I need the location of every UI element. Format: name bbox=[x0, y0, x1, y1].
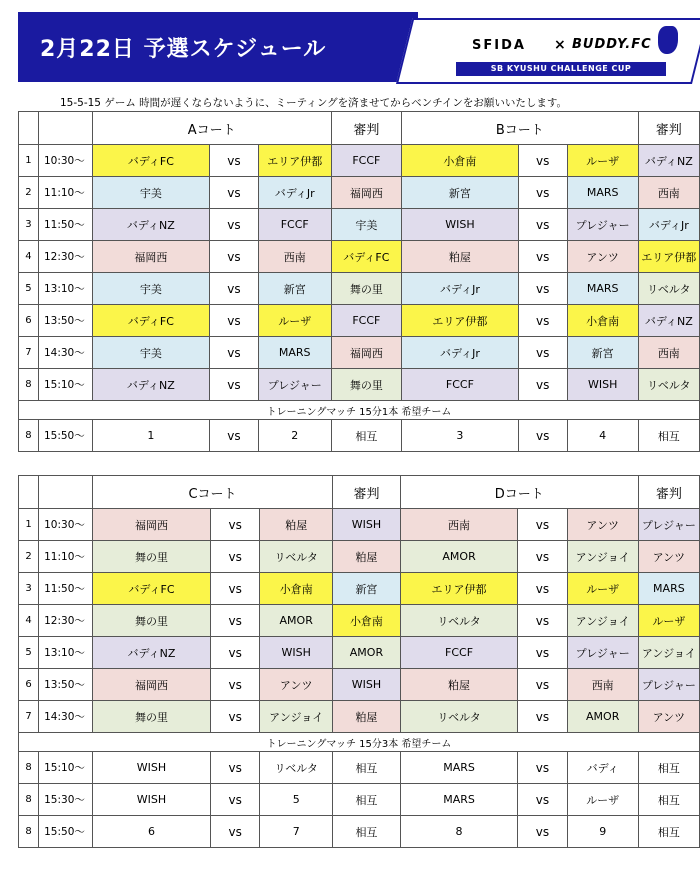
referee-team: バディNZ bbox=[638, 305, 699, 337]
home-team: 1 bbox=[92, 420, 209, 452]
referee-team: バディNZ bbox=[638, 145, 699, 177]
match-number: 3 bbox=[19, 573, 39, 605]
schedule-note: 15-5-15 ゲーム 時間が遅くならないように、ミーティングを済ませてからベンチインをお願いいたします。 bbox=[60, 97, 568, 109]
vs-label: vs bbox=[211, 605, 260, 637]
match-number: 8 bbox=[19, 816, 39, 848]
away-team: ルーザ bbox=[258, 305, 331, 337]
vs-label: vs bbox=[211, 541, 260, 573]
vs-label: vs bbox=[518, 241, 567, 273]
home-team: バディNZ bbox=[92, 209, 209, 241]
home-team: 舞の里 bbox=[92, 701, 210, 733]
away-team: AMOR bbox=[567, 701, 638, 733]
home-team: 西南 bbox=[400, 509, 517, 541]
match-time: 12:30～ bbox=[38, 241, 92, 273]
away-team: MARS bbox=[567, 177, 638, 209]
collab-x: × bbox=[554, 37, 566, 53]
home-team: バディNZ bbox=[92, 369, 209, 401]
home-team: 福岡西 bbox=[92, 669, 210, 701]
match-row bbox=[19, 145, 700, 177]
match-row bbox=[19, 337, 700, 369]
away-team: 新宮 bbox=[258, 273, 331, 305]
vs-label: vs bbox=[209, 305, 258, 337]
vs-label: vs bbox=[209, 145, 258, 177]
home-team: リベルタ bbox=[400, 701, 517, 733]
vs-label: vs bbox=[518, 177, 567, 209]
referee-team: アンジョイ bbox=[638, 637, 699, 669]
referee-team: リベルタ bbox=[638, 273, 699, 305]
away-team: リベルタ bbox=[260, 752, 333, 784]
match-time: 15:50～ bbox=[39, 816, 93, 848]
home-team: 宇美 bbox=[92, 177, 209, 209]
referee-team: 相互 bbox=[638, 816, 699, 848]
match-time: 13:10～ bbox=[39, 637, 93, 669]
referee-team: 相互 bbox=[638, 752, 699, 784]
referee-team: エリア伊都 bbox=[638, 241, 699, 273]
referee-team: FCCF bbox=[331, 145, 402, 177]
match-row bbox=[19, 509, 700, 541]
home-team: AMOR bbox=[400, 541, 517, 573]
match-time: 13:50～ bbox=[39, 669, 93, 701]
match-number: 8 bbox=[19, 369, 39, 401]
away-team: 5 bbox=[260, 784, 333, 816]
home-team: WISH bbox=[92, 752, 210, 784]
cup-name: SB KYUSHU CHALLENGE CUP bbox=[456, 62, 666, 76]
away-team: プレジャー bbox=[258, 369, 331, 401]
match-time: 15:50～ bbox=[38, 420, 92, 452]
away-team: アンツ bbox=[567, 241, 638, 273]
match-number: 4 bbox=[19, 241, 39, 273]
buddy-fc-logo: BUDDY.FC bbox=[572, 37, 652, 52]
vs-label: vs bbox=[518, 541, 567, 573]
match-number: 1 bbox=[19, 509, 39, 541]
match-time: 11:10～ bbox=[39, 541, 93, 573]
referee-team: WISH bbox=[333, 509, 401, 541]
away-team: 4 bbox=[567, 420, 638, 452]
match-row bbox=[19, 573, 700, 605]
match-row bbox=[19, 701, 700, 733]
away-team: 西南 bbox=[258, 241, 331, 273]
court-header-row bbox=[19, 476, 700, 509]
home-team: バディJr bbox=[402, 337, 519, 369]
away-team: 小倉南 bbox=[260, 573, 333, 605]
home-team: 粕屋 bbox=[400, 669, 517, 701]
home-team: FCCF bbox=[400, 637, 517, 669]
away-team: AMOR bbox=[260, 605, 333, 637]
vs-label: vs bbox=[518, 784, 567, 816]
away-team: 小倉南 bbox=[567, 305, 638, 337]
match-time: 13:10～ bbox=[38, 273, 92, 305]
home-team: WISH bbox=[402, 209, 519, 241]
home-team: MARS bbox=[400, 752, 517, 784]
referee-team: 新宮 bbox=[333, 573, 401, 605]
training-match-row bbox=[19, 733, 700, 752]
training-match-label: トレーニングマッチ 15分3本 希望チーム bbox=[19, 733, 700, 752]
referee-team: 粕屋 bbox=[333, 701, 401, 733]
vs-label: vs bbox=[209, 177, 258, 209]
away-team: WISH bbox=[260, 637, 333, 669]
home-team: バディFC bbox=[92, 573, 210, 605]
referee-header-left: 審判 bbox=[331, 112, 402, 145]
referee-team: 相互 bbox=[638, 784, 699, 816]
vs-label: vs bbox=[518, 605, 567, 637]
match-time: 11:50～ bbox=[38, 209, 92, 241]
vs-label: vs bbox=[209, 420, 258, 452]
referee-header-right: 審判 bbox=[638, 476, 699, 509]
match-number: 4 bbox=[19, 605, 39, 637]
away-team: 7 bbox=[260, 816, 333, 848]
vs-label: vs bbox=[518, 573, 567, 605]
match-number: 7 bbox=[19, 337, 39, 369]
match-row bbox=[19, 420, 700, 452]
title-band bbox=[18, 12, 418, 82]
court-right-header: Bコート bbox=[402, 112, 639, 145]
page-title: 2月22日 予選スケジュール bbox=[40, 37, 327, 62]
header bbox=[18, 12, 688, 82]
vs-label: vs bbox=[518, 369, 567, 401]
away-team: バディJr bbox=[258, 177, 331, 209]
away-team: FCCF bbox=[258, 209, 331, 241]
court-header-row bbox=[19, 112, 700, 145]
match-row bbox=[19, 669, 700, 701]
match-row bbox=[19, 637, 700, 669]
match-time: 14:30～ bbox=[38, 337, 92, 369]
match-row bbox=[19, 605, 700, 637]
home-team: 宇美 bbox=[92, 337, 209, 369]
vs-label: vs bbox=[518, 145, 567, 177]
home-team: MARS bbox=[400, 784, 517, 816]
vs-label: vs bbox=[518, 273, 567, 305]
referee-team: 相互 bbox=[333, 816, 401, 848]
referee-team: 相互 bbox=[333, 752, 401, 784]
home-team: 宇美 bbox=[92, 273, 209, 305]
match-time: 15:30～ bbox=[39, 784, 93, 816]
referee-team: 舞の里 bbox=[331, 273, 402, 305]
match-time: 10:30～ bbox=[38, 145, 92, 177]
referee-team: バディFC bbox=[331, 241, 402, 273]
away-team: リベルタ bbox=[260, 541, 333, 573]
match-row bbox=[19, 177, 700, 209]
match-time: 12:30～ bbox=[39, 605, 93, 637]
home-team: 3 bbox=[402, 420, 519, 452]
vs-label: vs bbox=[211, 509, 260, 541]
home-team: バディJr bbox=[402, 273, 519, 305]
away-team: 粕屋 bbox=[260, 509, 333, 541]
header-blank-time bbox=[38, 112, 92, 145]
home-team: バディNZ bbox=[92, 637, 210, 669]
referee-team: MARS bbox=[638, 573, 699, 605]
match-number: 2 bbox=[19, 541, 39, 573]
home-team: リベルタ bbox=[400, 605, 517, 637]
home-team: 6 bbox=[92, 816, 210, 848]
match-row bbox=[19, 305, 700, 337]
vs-label: vs bbox=[211, 573, 260, 605]
referee-team: 舞の里 bbox=[331, 369, 402, 401]
referee-team: プレジャー bbox=[638, 669, 699, 701]
match-time: 10:30～ bbox=[39, 509, 93, 541]
match-row bbox=[19, 784, 700, 816]
vs-label: vs bbox=[518, 816, 567, 848]
home-team: エリア伊都 bbox=[400, 573, 517, 605]
home-team: WISH bbox=[92, 784, 210, 816]
away-team: 9 bbox=[567, 816, 638, 848]
vs-label: vs bbox=[211, 816, 260, 848]
away-team: エリア伊都 bbox=[258, 145, 331, 177]
match-row bbox=[19, 241, 700, 273]
referee-team: リベルタ bbox=[638, 369, 699, 401]
referee-team: 相互 bbox=[331, 420, 402, 452]
court-left-header: Cコート bbox=[92, 476, 332, 509]
match-number: 8 bbox=[19, 752, 39, 784]
away-team: バディ bbox=[567, 752, 638, 784]
home-team: エリア伊都 bbox=[402, 305, 519, 337]
match-number: 8 bbox=[19, 784, 39, 816]
match-row bbox=[19, 541, 700, 573]
referee-team: AMOR bbox=[333, 637, 401, 669]
away-team: アンジョイ bbox=[567, 541, 638, 573]
vs-label: vs bbox=[211, 637, 260, 669]
away-team: MARS bbox=[258, 337, 331, 369]
match-number: 6 bbox=[19, 669, 39, 701]
vs-label: vs bbox=[209, 209, 258, 241]
home-team: 8 bbox=[400, 816, 517, 848]
schedule-table-ab bbox=[18, 111, 700, 452]
vs-label: vs bbox=[518, 337, 567, 369]
home-team: 福岡西 bbox=[92, 509, 210, 541]
referee-header-right: 審判 bbox=[638, 112, 699, 145]
referee-team: 宇美 bbox=[331, 209, 402, 241]
match-time: 15:10～ bbox=[38, 369, 92, 401]
away-team: WISH bbox=[567, 369, 638, 401]
referee-team: アンツ bbox=[638, 701, 699, 733]
referee-team: 西南 bbox=[638, 337, 699, 369]
vs-label: vs bbox=[211, 784, 260, 816]
vs-label: vs bbox=[518, 420, 567, 452]
away-team: アンジョイ bbox=[260, 701, 333, 733]
away-team: ルーザ bbox=[567, 145, 638, 177]
match-time: 14:30～ bbox=[39, 701, 93, 733]
home-team: バディFC bbox=[92, 305, 209, 337]
away-team: ルーザ bbox=[567, 784, 638, 816]
match-number: 1 bbox=[19, 145, 39, 177]
away-team: 2 bbox=[258, 420, 331, 452]
vs-label: vs bbox=[518, 637, 567, 669]
referee-header-left: 審判 bbox=[333, 476, 401, 509]
vs-label: vs bbox=[518, 669, 567, 701]
match-number: 5 bbox=[19, 637, 39, 669]
away-team: プレジャー bbox=[567, 637, 638, 669]
home-team: 小倉南 bbox=[402, 145, 519, 177]
vs-label: vs bbox=[209, 369, 258, 401]
match-time: 13:50～ bbox=[38, 305, 92, 337]
sponsor-logos bbox=[416, 20, 686, 80]
referee-team: WISH bbox=[333, 669, 401, 701]
vs-label: vs bbox=[518, 701, 567, 733]
referee-team: 相互 bbox=[333, 784, 401, 816]
match-number: 6 bbox=[19, 305, 39, 337]
referee-team: FCCF bbox=[331, 305, 402, 337]
schedule-table-cd bbox=[18, 475, 700, 848]
away-team: プレジャー bbox=[567, 209, 638, 241]
referee-team: 小倉南 bbox=[333, 605, 401, 637]
match-time: 15:10～ bbox=[39, 752, 93, 784]
away-team: アンツ bbox=[260, 669, 333, 701]
match-row bbox=[19, 209, 700, 241]
referee-team: 福岡西 bbox=[331, 177, 402, 209]
away-team: アンジョイ bbox=[567, 605, 638, 637]
vs-label: vs bbox=[518, 509, 567, 541]
match-number: 7 bbox=[19, 701, 39, 733]
referee-team: 福岡西 bbox=[331, 337, 402, 369]
vs-label: vs bbox=[518, 752, 567, 784]
referee-team: アンツ bbox=[638, 541, 699, 573]
vs-label: vs bbox=[518, 305, 567, 337]
away-team: MARS bbox=[567, 273, 638, 305]
home-team: 舞の里 bbox=[92, 605, 210, 637]
kyushu-map-icon bbox=[658, 26, 678, 54]
sfida-logo: SFIDA bbox=[472, 38, 526, 53]
training-match-label: トレーニングマッチ 15分1本 希望チーム bbox=[19, 401, 700, 420]
referee-team: 相互 bbox=[638, 420, 699, 452]
referee-team: ルーザ bbox=[638, 605, 699, 637]
header-blank-no bbox=[19, 112, 39, 145]
referee-team: バディJr bbox=[638, 209, 699, 241]
home-team: FCCF bbox=[402, 369, 519, 401]
home-team: 舞の里 bbox=[92, 541, 210, 573]
vs-label: vs bbox=[518, 209, 567, 241]
away-team: 西南 bbox=[567, 669, 638, 701]
referee-team: プレジャー bbox=[638, 509, 699, 541]
match-number: 2 bbox=[19, 177, 39, 209]
vs-label: vs bbox=[209, 273, 258, 305]
home-team: 福岡西 bbox=[92, 241, 209, 273]
match-number: 5 bbox=[19, 273, 39, 305]
training-match-row bbox=[19, 401, 700, 420]
home-team: 粕屋 bbox=[402, 241, 519, 273]
referee-team: 粕屋 bbox=[333, 541, 401, 573]
vs-label: vs bbox=[211, 701, 260, 733]
court-left-header: Aコート bbox=[92, 112, 331, 145]
header-blank-time bbox=[39, 476, 93, 509]
match-time: 11:50～ bbox=[39, 573, 93, 605]
away-team: 新宮 bbox=[567, 337, 638, 369]
header-blank-no bbox=[19, 476, 39, 509]
court-right-header: Dコート bbox=[400, 476, 638, 509]
vs-label: vs bbox=[209, 337, 258, 369]
match-row bbox=[19, 273, 700, 305]
referee-team: 西南 bbox=[638, 177, 699, 209]
match-row bbox=[19, 369, 700, 401]
home-team: バディFC bbox=[92, 145, 209, 177]
vs-label: vs bbox=[211, 669, 260, 701]
away-team: アンツ bbox=[567, 509, 638, 541]
match-number: 3 bbox=[19, 209, 39, 241]
match-time: 11:10～ bbox=[38, 177, 92, 209]
match-number: 8 bbox=[19, 420, 39, 452]
match-row bbox=[19, 816, 700, 848]
away-team: ルーザ bbox=[567, 573, 638, 605]
home-team: 新宮 bbox=[402, 177, 519, 209]
vs-label: vs bbox=[209, 241, 258, 273]
match-row bbox=[19, 752, 700, 784]
vs-label: vs bbox=[211, 752, 260, 784]
